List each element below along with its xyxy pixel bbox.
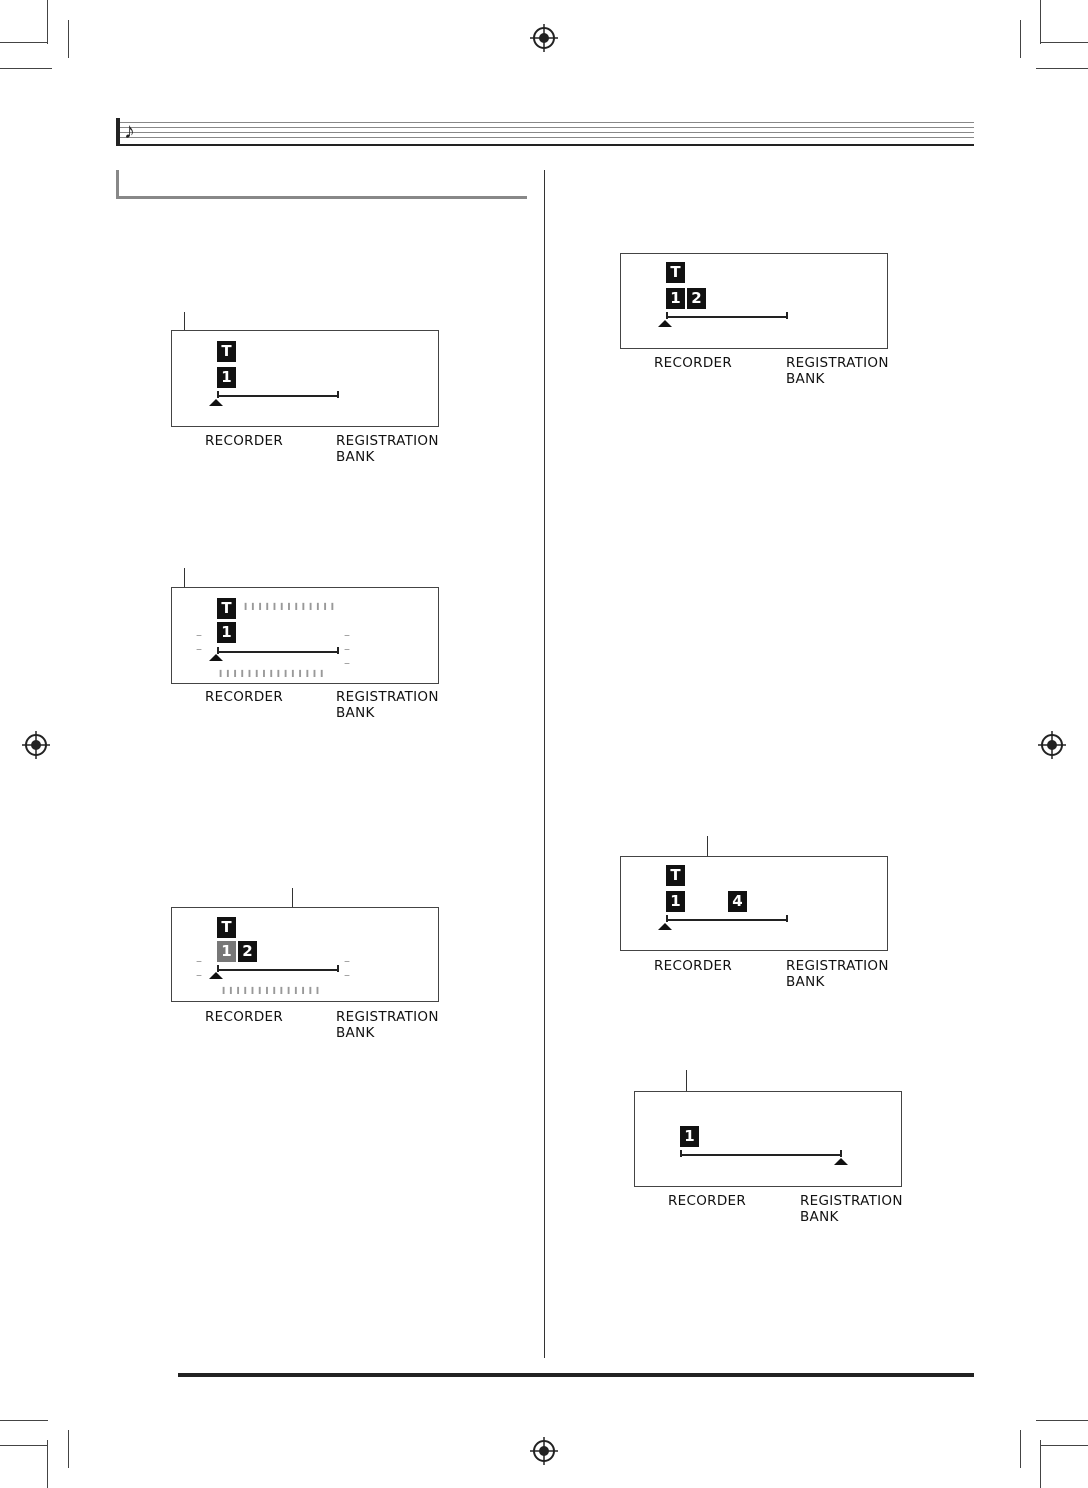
bank-label: BANK [336,1025,375,1041]
track-1-indicator: 1 [666,288,685,309]
crop-mark [0,42,48,43]
crop-mark [47,1440,48,1488]
recorder-label: RECORDER [205,1009,284,1025]
recorder-label: RECORDER [654,355,733,371]
registration-label: REGISTRATION [336,1009,439,1025]
section-heading-frame [116,170,527,199]
progress-bar-end [840,1150,842,1157]
crop-mark [1036,68,1088,69]
progress-bar-end [786,915,788,922]
song-progress-bar [217,651,339,653]
track-1-indicator: 1 [217,622,236,643]
crop-mark [1036,1420,1088,1421]
position-pointer-icon [209,972,223,979]
track-2-indicator: 2 [687,288,706,309]
progress-bar-end [217,391,219,398]
crop-mark [1040,0,1041,44]
track-t-indicator: T [666,865,685,886]
crop-mark [68,20,69,58]
track-1-indicator: 1 [666,891,685,912]
recorder-label: RECORDER [205,689,284,705]
crop-mark [1040,42,1088,43]
position-pointer-icon [209,654,223,661]
progress-bar-end [786,312,788,319]
flash-indicator-left: – – [196,628,202,656]
track-4-indicator: 4 [728,891,747,912]
song-progress-bar [680,1154,842,1156]
song-progress-bar [217,969,339,971]
progress-bar-end [680,1150,682,1157]
crop-mark [0,1445,48,1446]
progress-bar-end [217,647,219,654]
flash-indicator-bottom: ╻╻╻╻╻╻╻╻╻╻╻╻╻╻╻ [217,663,326,677]
progress-bar-end [666,915,668,922]
lcd-display [171,907,439,1002]
song-progress-bar [666,919,788,921]
lcd-display [620,856,888,951]
track-1-indicator: 1 [680,1126,699,1147]
flash-indicator-top: ╹╹╹╹╹╹╹╹╹╹╹╹╹ [242,603,336,617]
crop-mark [1040,1445,1088,1446]
progress-bar-end [337,965,339,972]
registration-label: REGISTRATION [800,1193,903,1209]
flash-indicator-left: – – [196,954,202,982]
registration-label: REGISTRATION [336,433,439,449]
crop-mark [68,1430,69,1468]
registration-label: REGISTRATION [786,958,889,974]
column-divider [544,170,545,1358]
lcd-display [620,253,888,349]
crop-mark [1020,1430,1021,1468]
track-t-indicator: T [217,341,236,362]
lcd-display [171,330,439,427]
crop-mark [1020,20,1021,58]
track-2-indicator: 2 [238,941,257,962]
crop-mark [47,0,48,44]
position-pointer-icon [834,1158,848,1165]
flash-indicator-right: – – – [344,628,350,670]
crop-mark [1040,1440,1041,1488]
position-pointer-icon [658,923,672,930]
crop-mark [0,1420,48,1421]
registration-target-icon [22,731,50,759]
crop-mark [0,68,52,69]
bank-label: BANK [800,1209,839,1225]
music-note-icon: ♪ [124,118,135,143]
flash-indicator-bottom: ╻╻╻╻╻╻╻╻╻╻╻╻╻╻ [220,980,322,994]
progress-bar-end [217,965,219,972]
flash-indicator-right: – – [344,954,350,982]
song-progress-bar [666,316,788,318]
position-pointer-icon [209,399,223,406]
track-1-indicator: 1 [217,367,236,388]
song-progress-bar [217,395,339,397]
position-pointer-icon [658,320,672,327]
lcd-display [171,587,439,684]
registration-target-icon [530,24,558,52]
bank-label: BANK [786,974,825,990]
recorder-label: RECORDER [668,1193,747,1209]
bank-label: BANK [336,705,375,721]
progress-bar-end [337,391,339,398]
progress-bar-end [666,312,668,319]
track-t-indicator: T [666,262,685,283]
music-staff-header [116,118,974,146]
registration-target-icon [1038,731,1066,759]
track-t-indicator: T [217,598,236,619]
track-1-indicator: 1 [217,941,236,962]
registration-target-icon [530,1437,558,1465]
registration-label: REGISTRATION [786,355,889,371]
bank-label: BANK [786,371,825,387]
recorder-label: RECORDER [654,958,733,974]
recorder-label: RECORDER [205,433,284,449]
lcd-display [634,1091,902,1187]
footer-rule [178,1373,974,1377]
registration-label: REGISTRATION [336,689,439,705]
progress-bar-end [337,647,339,654]
bank-label: BANK [336,449,375,465]
track-t-indicator: T [217,917,236,938]
